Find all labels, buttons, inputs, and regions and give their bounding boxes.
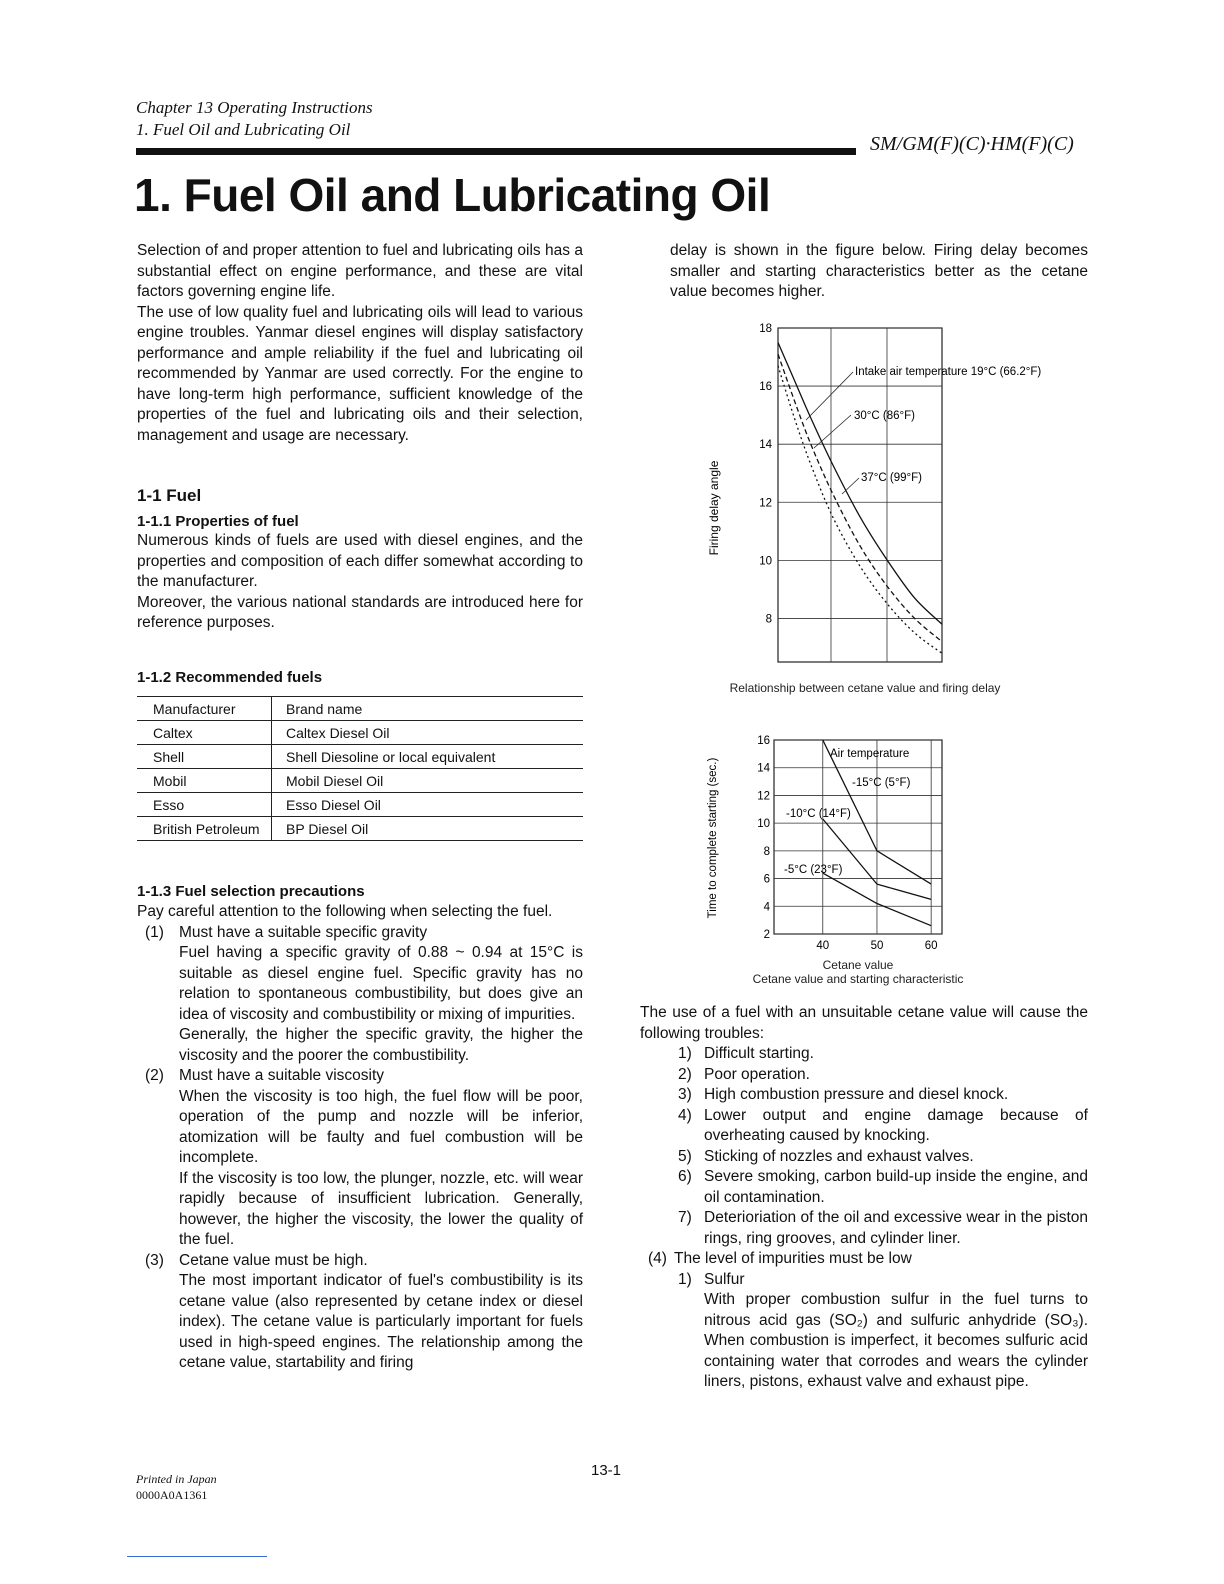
x-tick-label: 40 <box>816 940 830 952</box>
heading-precautions: 1-1.3 Fuel selection precautions <box>137 883 365 900</box>
impurities-item <box>640 1249 1088 1270</box>
intro-paragraph-1: Selection of and proper attention to fuel and lubricating oils has a substantial effect on engine performance, and these are vital factors governing engine life. <box>137 242 583 300</box>
precaution-item <box>137 923 583 1067</box>
item-title: Cetane value must be high. <box>179 1251 368 1269</box>
troubles-intro: The use of a fuel with an unsuitable cetane value will cause the following troubles: <box>640 1004 1088 1042</box>
item-title: Must have a suitable specific gravity <box>179 923 428 941</box>
table-row <box>137 745 583 769</box>
troubles-block <box>640 1003 1088 1393</box>
item-number: 5) <box>678 1147 692 1165</box>
table-cell: British Petroleum <box>137 817 272 841</box>
properties-paragraph-1: Numerous kinds of fuels are used with diesel engines, and the properties and composition of each differ somewhat according to the manufacturer. <box>137 532 583 590</box>
series-line <box>778 354 942 642</box>
series-line <box>778 366 942 654</box>
precautions-block <box>137 902 583 1374</box>
table-cell: Caltex <box>137 721 272 745</box>
item-title: The level of impurities must be low <box>674 1250 912 1267</box>
item-text: Poor operation. <box>704 1065 810 1083</box>
item-number: (4) <box>648 1250 667 1267</box>
header-rule <box>136 148 856 155</box>
item-number: 2) <box>678 1065 692 1083</box>
item-number: 1) <box>678 1045 692 1062</box>
heading-fuel: 1-1 Fuel <box>137 486 202 505</box>
fuel-table <box>137 696 583 841</box>
chart-grid <box>778 328 942 662</box>
y-axis-label: Time to complete starting (sec.) <box>707 757 719 919</box>
annotation-minus15: -15°C (5°F) <box>852 777 911 789</box>
starting-characteristic-chart <box>700 726 960 958</box>
table-header-row <box>137 697 583 721</box>
item-text: Sticking of nozzles and exhaust valves. <box>704 1147 974 1165</box>
leader-37c <box>842 478 859 494</box>
x-tick-label: 60 <box>924 940 938 952</box>
table-header-cell: Manufacturer <box>137 697 272 721</box>
table-header-cell: Brand name <box>272 697 584 721</box>
page-title: 1. Fuel Oil and Lubricating Oil <box>134 169 771 221</box>
x-tick-label: 50 <box>870 940 884 952</box>
y-tick-label: 10 <box>759 555 772 568</box>
item-paragraph: Generally, the higher the specific gravity, the higher the viscosity and the poorer the combustibility. <box>179 1026 583 1064</box>
table-row <box>137 769 583 793</box>
trouble-item <box>678 1085 1088 1106</box>
chapter-title: Chapter 13 Operating Instructions <box>136 98 373 117</box>
intro-paragraph-2: The use of low quality fuel and lubricating oils will lead to various engine troubles. Yanmar diesel engines will display satisfactory performance and ample reliability if the fuel and lubricating oil recommended by Yanmar are used correctly. For the engine to have long-term high performance, sufficient knowledge of the properties of the fuel and lubricating oils and their selection, management and usage are necessary. <box>137 303 583 444</box>
model-label: SM/GM(F)(C)·HM(F)(C) <box>870 133 1074 155</box>
heading-properties: 1-1.1 Properties of fuel <box>137 513 299 530</box>
y-tick-label: 8 <box>763 845 770 858</box>
item-paragraph: If the viscosity is too low, the plunger, nozzle, etc. will wear rapidly because of insufficient lubrication. Generally, however, the higher the viscosity, the lower the quality of the fuel. <box>179 1169 583 1248</box>
plot-frame <box>778 328 942 662</box>
page-number: 13-1 <box>591 1462 622 1479</box>
precautions-intro: Pay careful attention to the following when selecting the fuel. <box>137 903 553 920</box>
leader-30c <box>814 415 851 448</box>
y-tick-label: 14 <box>757 762 770 775</box>
chart2-caption: Cetane value and starting characteristic <box>752 972 964 986</box>
y-tick-label: 8 <box>765 613 772 626</box>
table-row <box>137 793 583 817</box>
item-paragraph: Fuel having a specific gravity of 0.88 ~ 0.94 at 15°C is suitable as diesel engine fuel. Specific gravity has no relation to spontaneous combustibility, but does give an idea of viscosity and combustibility or mixing of impurities. <box>179 944 583 1023</box>
item-number: (1) <box>145 923 164 941</box>
trouble-item <box>678 1147 1088 1168</box>
y-tick-label: 2 <box>763 929 770 941</box>
y-tick-label: 12 <box>759 497 772 510</box>
trouble-item <box>678 1106 1088 1147</box>
trouble-item <box>678 1167 1088 1208</box>
precaution-item <box>137 1066 583 1251</box>
annotation-air-temperature: Air temperature <box>830 748 910 760</box>
item-title: Must have a suitable viscosity <box>179 1067 385 1084</box>
y-axis-label: Firing delay angle <box>707 460 721 556</box>
table-cell: BP Diesel Oil <box>272 817 584 841</box>
item-text: Deterioriation of the oil and excessive wear in the piston rings, ring grooves, and cylinder liner. <box>704 1209 1088 1247</box>
item-number: 7) <box>678 1209 692 1226</box>
item-number: 6) <box>678 1168 692 1185</box>
chart-grid <box>774 740 942 934</box>
plot-frame <box>774 740 942 934</box>
item-number: (2) <box>145 1067 164 1084</box>
properties-paragraph-2: Moreover, the various national standards are introduced here for reference purposes. <box>137 593 583 631</box>
table-cell: Mobil <box>137 769 272 793</box>
table-row <box>137 817 583 841</box>
y-tick-label: 16 <box>757 735 770 747</box>
table-cell: Esso Diesel Oil <box>272 793 584 817</box>
annotation-minus10: -10°C (14°F) <box>786 808 851 820</box>
heading-recommended: 1-1.2 Recommended fuels <box>137 669 323 686</box>
section-title: 1. Fuel Oil and Lubricating Oil <box>136 120 351 139</box>
trouble-item <box>678 1208 1088 1249</box>
item-text: Severe smoking, carbon build-up inside the engine, and oil contamination. <box>704 1168 1088 1206</box>
y-tick-label: 12 <box>757 790 770 803</box>
item-text: High combustion pressure and diesel knock. <box>704 1086 1009 1103</box>
item-number: 3) <box>678 1086 692 1103</box>
bottom-divider <box>127 1556 267 1557</box>
annotation-37c: 37°C (99°F) <box>861 472 922 484</box>
properties-block <box>137 531 583 634</box>
y-tick-label: 10 <box>757 818 770 831</box>
y-tick-label: 6 <box>763 873 770 886</box>
firing-delay-chart <box>700 318 1100 690</box>
table-cell: Esso <box>137 793 272 817</box>
annotation-minus5: -5°C (23°F) <box>784 864 843 876</box>
table-cell: Shell Diesoline or local equivalent <box>272 745 584 769</box>
item-text: Difficult starting. <box>704 1045 814 1062</box>
y-tick-label: 16 <box>759 381 772 394</box>
annotation-30c: 30°C (86°F) <box>854 410 915 422</box>
precaution-item <box>137 1251 583 1374</box>
printed-in-japan: Printed in Japan <box>136 1472 217 1486</box>
cetane-continuation: delay is shown in the figure below. Firing delay becomes smaller and starting characteristics better as the cetane value becomes higher. <box>670 242 1088 300</box>
y-tick-label: 18 <box>759 323 772 335</box>
trouble-item <box>678 1065 1088 1086</box>
intro-block <box>137 241 583 446</box>
document-code: 0000A0A1361 <box>136 1488 208 1502</box>
chart1-caption: Relationship between cetane value and firing delay <box>729 681 1001 695</box>
item-paragraph: When the viscosity is too high, the fuel flow will be poor, operation of the pump and nozzle will be inferior, atomization will be faulty and fuel combustion will be incomplete. <box>179 1087 583 1166</box>
trouble-item <box>678 1044 1088 1065</box>
leader-intake <box>806 372 853 420</box>
y-tick-label: 4 <box>763 901 770 914</box>
table-cell: Caltex Diesel Oil <box>272 721 584 745</box>
y-tick-label: 14 <box>759 439 772 452</box>
annotation-intake: Intake air temperature 19°C (66.2°F) <box>855 366 1042 378</box>
item-number: 4) <box>678 1106 692 1124</box>
item-title: Sulfur <box>704 1270 745 1288</box>
item-paragraph: With proper combustion sulfur in the fuel turns to nitrous acid gas (SO₂) and sulfuric anhydride (SO₃). When combustion is imperfect, it becomes sulfuric acid containing water that corrodes and wears the cylinder liners, pistons, exhaust valve and exhaust pipe. <box>704 1291 1088 1390</box>
table-cell: Shell <box>137 745 272 769</box>
sulfur-item <box>640 1270 1088 1393</box>
table-cell: Mobil Diesel Oil <box>272 769 584 793</box>
item-number: 1) <box>678 1270 692 1288</box>
table-row <box>137 721 583 745</box>
item-text: Lower output and engine damage because of overheating caused by knocking. <box>704 1106 1088 1144</box>
item-paragraph: The most important indicator of fuel's combustibility is its cetane value (also represented by cetane index or diesel index). The cetane value is particularly important for fuels used in high-speed engines. The relationship among the cetane value, startability and firing <box>179 1272 583 1371</box>
chart2-x-label: Cetane value <box>822 958 894 972</box>
item-number: (3) <box>145 1251 164 1269</box>
